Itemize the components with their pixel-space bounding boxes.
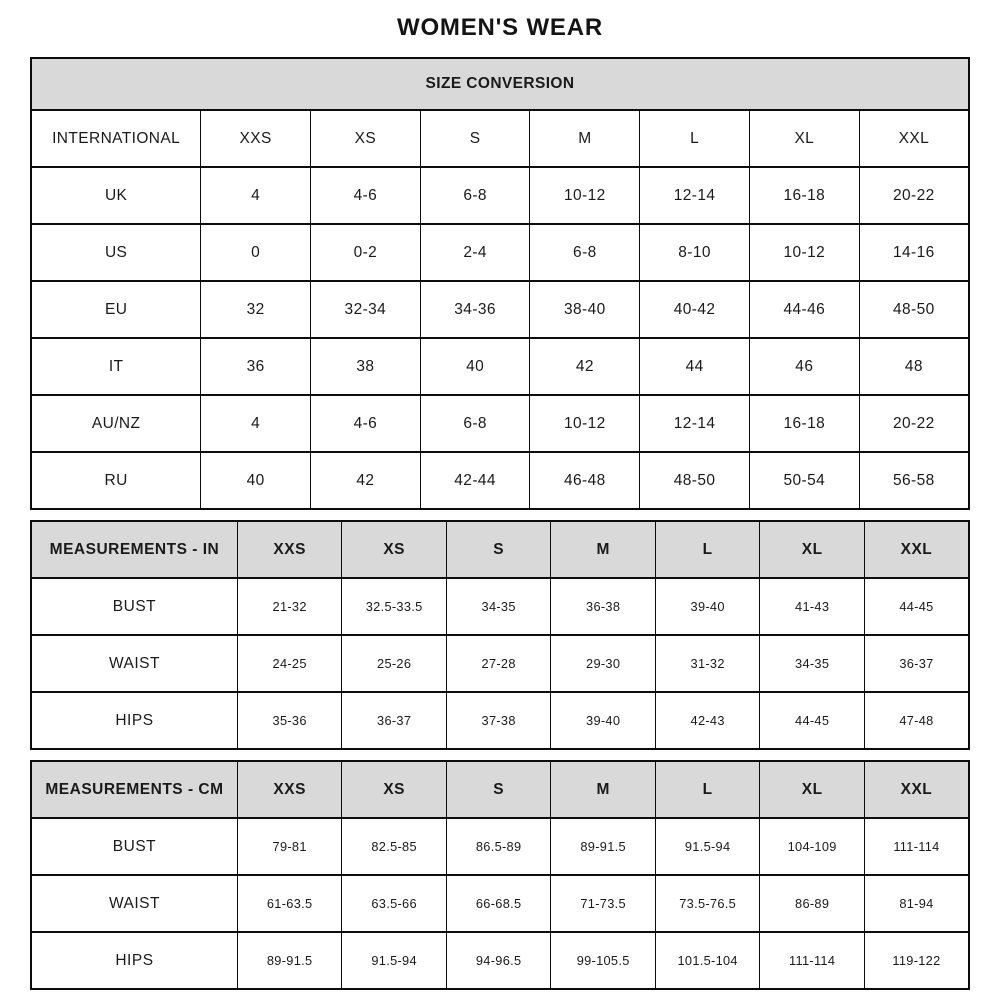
measurement-cell: 99-105.5 — [551, 932, 656, 989]
measurement-cell: 86-89 — [760, 875, 865, 932]
measurement-cell: 104-109 — [760, 818, 865, 875]
size-cell: 42 — [311, 452, 421, 509]
size-cell: 16-18 — [749, 395, 859, 452]
measurement-cell: 24-25 — [237, 635, 342, 692]
column-header: M — [551, 521, 656, 578]
measurement-cell: 101.5-104 — [655, 932, 760, 989]
size-cell: 0-2 — [311, 224, 421, 281]
column-header: L — [640, 110, 750, 167]
column-header: XL — [749, 110, 859, 167]
measurement-cell: 34-35 — [760, 635, 865, 692]
size-cell: 16-18 — [749, 167, 859, 224]
size-cell: 10-12 — [749, 224, 859, 281]
size-cell: 20-22 — [859, 167, 969, 224]
size-cell: 32 — [201, 281, 311, 338]
size-cell: 14-16 — [859, 224, 969, 281]
size-cell: 6-8 — [420, 395, 530, 452]
size-cell: 46-48 — [530, 452, 640, 509]
row-label: HIPS — [31, 932, 237, 989]
column-header: XL — [760, 521, 865, 578]
size-cell: 50-54 — [749, 452, 859, 509]
size-cell: 48 — [859, 338, 969, 395]
measurement-cell: 32.5-33.5 — [342, 578, 447, 635]
measurement-cell: 41-43 — [760, 578, 865, 635]
measurement-cell: 25-26 — [342, 635, 447, 692]
size-cell: 6-8 — [420, 167, 530, 224]
table-row-uk — [31, 167, 969, 224]
column-header: XL — [760, 761, 865, 818]
table-row-waist-cm — [31, 875, 969, 932]
measurement-cell: 94-96.5 — [446, 932, 551, 989]
measurement-cell: 37-38 — [446, 692, 551, 749]
measurement-cell: 39-40 — [655, 578, 760, 635]
size-cell: 36 — [201, 338, 311, 395]
measurement-cell: 91.5-94 — [655, 818, 760, 875]
table-row-aunz — [31, 395, 969, 452]
table-title: MEASUREMENTS - IN — [31, 521, 237, 578]
column-header: S — [446, 521, 551, 578]
size-cell: 10-12 — [530, 395, 640, 452]
measurement-cell: 71-73.5 — [551, 875, 656, 932]
row-label: WAIST — [31, 635, 237, 692]
row-label: BUST — [31, 578, 237, 635]
column-header: XS — [311, 110, 421, 167]
page-title: WOMEN'S WEAR — [397, 14, 603, 41]
size-cell: 40 — [201, 452, 311, 509]
size-conversion-table — [30, 57, 970, 510]
measurement-cell: 36-37 — [864, 635, 969, 692]
table-row-bust-in — [31, 578, 969, 635]
size-cell: 12-14 — [640, 167, 750, 224]
size-cell: 56-58 — [859, 452, 969, 509]
measurements-in-table — [30, 520, 970, 750]
table-banner-row — [31, 58, 969, 110]
column-header: M — [530, 110, 640, 167]
row-label: HIPS — [31, 692, 237, 749]
row-label: UK — [31, 167, 201, 224]
size-cell: 4 — [201, 395, 311, 452]
column-header: XXS — [237, 761, 342, 818]
table-row-bust-cm — [31, 818, 969, 875]
column-header: S — [420, 110, 530, 167]
size-cell: 0 — [201, 224, 311, 281]
column-header: L — [655, 521, 760, 578]
table-row-us — [31, 224, 969, 281]
size-cell: 10-12 — [530, 167, 640, 224]
row-label: IT — [31, 338, 201, 395]
size-cell: 8-10 — [640, 224, 750, 281]
measurement-cell: 47-48 — [864, 692, 969, 749]
measurement-cell: 111-114 — [864, 818, 969, 875]
measurement-cell: 61-63.5 — [237, 875, 342, 932]
size-cell: 38 — [311, 338, 421, 395]
measurement-cell: 91.5-94 — [342, 932, 447, 989]
measurement-cell: 111-114 — [760, 932, 865, 989]
column-header: S — [446, 761, 551, 818]
size-cell: 38-40 — [530, 281, 640, 338]
table-title: MEASUREMENTS - CM — [31, 761, 237, 818]
column-header: M — [551, 761, 656, 818]
column-header-row — [31, 761, 969, 818]
column-header: XXS — [201, 110, 311, 167]
row-label: EU — [31, 281, 201, 338]
column-header: XXL — [864, 761, 969, 818]
column-header: XXS — [237, 521, 342, 578]
measurement-cell: 42-43 — [655, 692, 760, 749]
size-cell: 12-14 — [640, 395, 750, 452]
measurement-cell: 35-36 — [237, 692, 342, 749]
size-cell: 32-34 — [311, 281, 421, 338]
measurement-cell: 27-28 — [446, 635, 551, 692]
table-row-eu — [31, 281, 969, 338]
size-cell: 42-44 — [420, 452, 530, 509]
measurement-cell: 36-37 — [342, 692, 447, 749]
size-cell: 48-50 — [859, 281, 969, 338]
measurement-cell: 31-32 — [655, 635, 760, 692]
row-label: AU/NZ — [31, 395, 201, 452]
row-label: INTERNATIONAL — [31, 110, 201, 167]
row-label: US — [31, 224, 201, 281]
column-header: XXL — [864, 521, 969, 578]
size-cell: 46 — [749, 338, 859, 395]
table-row-it — [31, 338, 969, 395]
table-row-hips-in — [31, 692, 969, 749]
row-label: WAIST — [31, 875, 237, 932]
measurement-cell: 36-38 — [551, 578, 656, 635]
table-row-waist-in — [31, 635, 969, 692]
row-label: BUST — [31, 818, 237, 875]
measurement-cell: 44-45 — [760, 692, 865, 749]
measurement-cell: 89-91.5 — [237, 932, 342, 989]
measurement-cell: 73.5-76.5 — [655, 875, 760, 932]
measurement-cell: 81-94 — [864, 875, 969, 932]
size-cell: 42 — [530, 338, 640, 395]
size-cell: 4 — [201, 167, 311, 224]
column-header: XS — [342, 761, 447, 818]
measurement-cell: 66-68.5 — [446, 875, 551, 932]
measurement-cell: 34-35 — [446, 578, 551, 635]
column-header-row — [31, 521, 969, 578]
column-header-row — [31, 110, 969, 167]
size-cell: 48-50 — [640, 452, 750, 509]
size-cell: 4-6 — [311, 167, 421, 224]
table-row-ru — [31, 452, 969, 509]
row-label: RU — [31, 452, 201, 509]
column-header: L — [655, 761, 760, 818]
measurement-cell: 89-91.5 — [551, 818, 656, 875]
column-header: XXL — [859, 110, 969, 167]
measurement-cell: 63.5-66 — [342, 875, 447, 932]
size-cell: 2-4 — [420, 224, 530, 281]
size-cell: 44 — [640, 338, 750, 395]
size-conversion-banner: SIZE CONVERSION — [31, 58, 969, 110]
measurement-cell: 29-30 — [551, 635, 656, 692]
measurement-cell: 79-81 — [237, 818, 342, 875]
measurement-cell: 119-122 — [864, 932, 969, 989]
measurement-cell: 82.5-85 — [342, 818, 447, 875]
measurement-cell: 44-45 — [864, 578, 969, 635]
size-cell: 6-8 — [530, 224, 640, 281]
table-row-hips-cm — [31, 932, 969, 989]
size-cell: 40 — [420, 338, 530, 395]
size-cell: 4-6 — [311, 395, 421, 452]
size-chart-page — [30, 0, 970, 990]
measurement-cell: 21-32 — [237, 578, 342, 635]
size-cell: 34-36 — [420, 281, 530, 338]
measurements-cm-table — [30, 760, 970, 990]
measurement-cell: 86.5-89 — [446, 818, 551, 875]
column-header: XS — [342, 521, 447, 578]
measurement-cell: 39-40 — [551, 692, 656, 749]
size-cell: 44-46 — [749, 281, 859, 338]
size-cell: 40-42 — [640, 281, 750, 338]
size-cell: 20-22 — [859, 395, 969, 452]
